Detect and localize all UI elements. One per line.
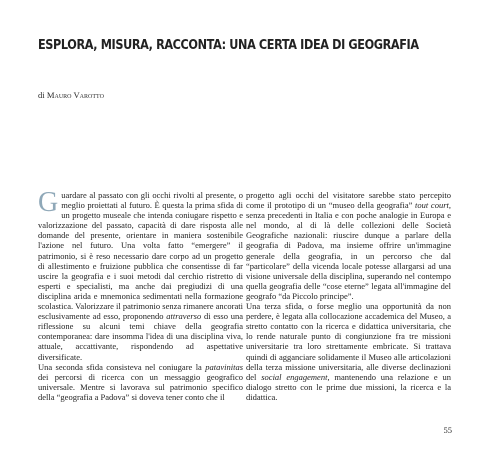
article-title: ESPLORA, MISURA, RACCONTA: UNA CERTA IDEA DI GEOGRAFIA bbox=[38, 38, 419, 53]
left-paragraph-2-end: dei percorsi di ricerca con un messaggio geografico universale. Mentre si lavorava sul patrimonio specifico della “geografia a Padova” si doveva tener conto che il bbox=[38, 371, 243, 402]
byline-prefix: di bbox=[38, 90, 47, 100]
drop-cap: G bbox=[38, 187, 59, 218]
right-paragraph-1 bbox=[246, 190, 451, 301]
left-paragraph-1-end: di esso una riflessione su alcuni temi chiave della geografia contemporanea: dare insomma l'idea di una disciplina viva, attuale, accattivante, rispondendo ad aspettative diversificate. bbox=[38, 311, 243, 362]
left-paragraph-2-start: Una seconda sfida consisteva nel coniugare la bbox=[38, 361, 206, 372]
right-column bbox=[246, 190, 451, 402]
author-name: Mauro Varotto bbox=[46, 90, 104, 100]
left-paragraph-1-text: uardare al passato con gli occhi rivolti al presente, o meglio proiettati al futuro. È questa la prima sfida di un progetto museale che intenda coniugare rispetto e valorizzazione del passato, capacità di dare risposta alle domande del presente, orientare in maniera sostenibile l'azione nel futuro. Una volta fatto “emergere” il patrimonio, si è reso necessario dare corpo ad un progetto di allestimento e fruizione pubblica che consentisse di far uscire la geografia e i suoi metodi dal cerchio ristretto di esperti e specialisti, ma anche dai pregiudizi di una disciplina arida e mnemonica sedimentati nella formazione scolastica. Valorizzare il patrimonio senza rimanere ancorati esclusivamente ad esso, proponendo bbox=[38, 190, 243, 322]
byline bbox=[38, 90, 104, 100]
left-paragraph-1-emphasis: attraverso bbox=[166, 311, 202, 322]
page-number: 55 bbox=[443, 425, 452, 435]
right-paragraph-1-end: , senza precedenti in Italia e con poche analogie in Europa e nel mondo, al di là delle collezioni delle Società Geografiche nazionali: riuscire dunque a parlare della geografia di Padova, ma insieme offrire un'immagine generale della geografia, in un percorso che dal “particolare” della vicenda locale potesse allargarsi ad una visione universale della disciplina, superando nel contempo quella geografia delle “cose eterne” legata all'immagine del geografo “da Piccolo principe”. bbox=[246, 200, 451, 301]
right-paragraph-2-start: Una terza sfida, o forse meglio una opportunità da non perdere, è legata alla collocazione accademica del Museo, a stretto contatto con la ricerca e didattica universitaria, che lo rende naturale punto di congiunzione fra tre missioni universitarie tra loro strettamente embricate. Si trattava quindi di agganciare solidamente il Museo alle articolazioni della terza missione universitaria, alle diverse declinazioni del bbox=[246, 301, 451, 382]
right-paragraph-2 bbox=[246, 301, 451, 402]
left-column bbox=[38, 187, 243, 402]
right-paragraph-1-start: progetto agli occhi del visitatore sarebbe stato percepito come il prototipo di un “museo della geografia” bbox=[246, 190, 451, 211]
right-paragraph-1-emphasis: tout court bbox=[415, 200, 449, 211]
left-paragraph-2 bbox=[38, 362, 243, 402]
left-paragraph-2-emphasis: patavinitas bbox=[205, 361, 243, 372]
right-paragraph-2-end: , mantenendo una relazione e un dialogo stretto con le prime due missioni, la ricerca e la didattica. bbox=[246, 371, 452, 402]
right-paragraph-2-emphasis: social engagement bbox=[261, 371, 328, 382]
left-paragraph-1 bbox=[38, 187, 243, 362]
